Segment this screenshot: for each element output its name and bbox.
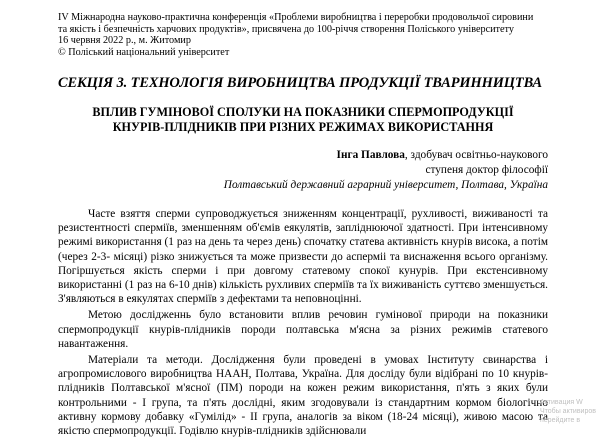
title-line: ВПЛИВ ГУМІНОВОЇ СПОЛУКИ НА ПОКАЗНИКИ СПЕРМОПРОДУКЦІЇ xyxy=(92,105,514,119)
watermark-line: перейдите в xyxy=(540,417,581,424)
header-line: 16 червня 2022 р., м. Житомир xyxy=(58,35,191,47)
paper-title xyxy=(58,105,548,135)
author-name: Інга Павлова xyxy=(336,149,405,161)
activation-watermark xyxy=(540,398,600,425)
author-affiliation: Полтавський державний аграрний університет, Полтава, Україна xyxy=(223,179,548,191)
body-paragraph: Метою дослідженнь було встановити вплив речовин гумінової природи на показники спермопродукції кнурів-плідників породи полтавська м'ясна за різних режимів статевого навантаження. xyxy=(58,309,548,350)
watermark-line: Активация W xyxy=(540,399,583,406)
body-paragraph: Часте взяття сперми супроводжується зниженням концентрації, рухливості, виживаності та резистентності сперміїв, зменшенням об'ємів еякулятів, запліднюючої здатності. При інтенсивному режимі використання (1 раз на день та через день) спочатку статева активність кнурів висока, а потім (через 2-3- місяці) різко знижується та може призвести до асперміі та виснаження всього організму. Погіршується якість сперми і при довгому статевому спокої кунурів. При екстенсивному використанні (1 раз на 6-10 днів) кількість рухливих сперміїв та їх виживаність суттєво зменшується. З'являються в еякулятах сперміїв з дефектами та неповноцінні. xyxy=(58,208,548,306)
paper-body xyxy=(58,207,548,438)
header-line: © Поліський національний університет xyxy=(58,46,230,58)
title-line: КНУРІВ-ПЛІДНИКІВ ПРИ РІЗНИХ РЕЖИМАХ ВИКОРИСТАННЯ xyxy=(112,120,494,134)
author-block xyxy=(100,148,548,193)
section-heading: СЕКЦІЯ 3. ТЕХНОЛОГІЯ ВИРОБНИЦТВА ПРОДУКЦІЇ ТВАРИННИЦТВА xyxy=(58,75,543,91)
header-line: IV Міжнародна науково-практична конференція «Проблеми виробництва і переробки продовольчої сировини xyxy=(58,12,534,23)
header-line: та якість і безпечність харчових продуктів», присвячена до 100-річчя створення Поліського університету xyxy=(58,23,514,35)
author-degree: ступеня доктор філософії xyxy=(425,164,548,176)
author-role: , здобувач освітньо-наукового xyxy=(404,149,548,161)
body-paragraph: Матеріали та методи. Дослідження були проведені в умовах Інституту свинарства і агропромислового виробництва НААН, Полтава, Україна. Для досліду були відібрані по 10 кнурів-плідників Полтавської м'ясної (ПМ) породи на кожен режим використання, п'ять з яких були контрольними - І група, та п'ять дослідні, яким згодовували із стандартним кормом біологічно активну кормову добавку «Гумілід» - ІІ група, аналогів за віком (18-24 місяці), живою масою та якістю спермопродукції. Годівлю кнурів-плідників здійснювали xyxy=(58,354,548,438)
conference-header xyxy=(58,12,548,58)
author-line xyxy=(100,148,548,163)
watermark-line: Чтобы активиров xyxy=(540,408,596,415)
